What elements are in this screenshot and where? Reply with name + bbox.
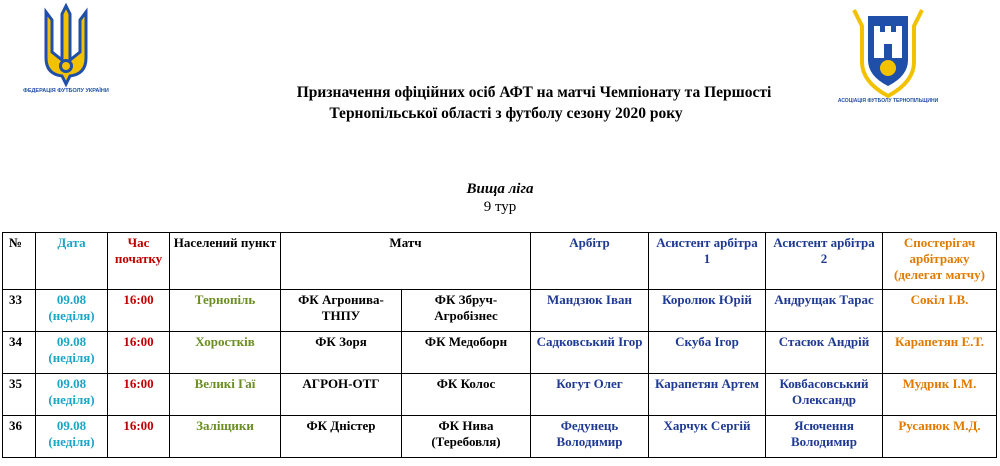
row-home-team: ФК Агронива-ТНПУ [281,290,402,332]
row-away-team: ФК Медоборн [402,332,531,374]
row-city: Великі Гаї [170,374,281,416]
header-assistant2: Асистент арбітра 2 [766,233,883,290]
row-time: 16:00 [108,416,170,458]
left-logo-text: ФЕДЕРАЦІЯ ФУТБОЛУ УКРАЇНИ [23,88,109,94]
row-observer: Сокіл І.В. [883,290,997,332]
row-referee: Когут Олег [531,374,649,416]
header-assistant1: Асистент арбітра 1 [649,233,766,290]
header-time: Час початку [108,233,170,290]
row-assistant2: Андрущак Тарас [766,290,883,332]
row-home-team: ФК Дністер [281,416,402,458]
row-time: 16:00 [108,332,170,374]
row-city: Заліщики [170,416,281,458]
table-row [3,290,997,332]
row-assistant1: Харчук Сергій [649,416,766,458]
row-date: 09.08 (неділя) [36,290,108,332]
row-num: 34 [3,332,36,374]
header-match: Матч [281,233,531,290]
row-referee: Мандзюк Іван [531,290,649,332]
row-referee: Федунець Володимир [531,416,649,458]
row-home-team: АГРОН-ОТГ [281,374,402,416]
row-away-team: ФК Нива (Теребовля) [402,416,531,458]
document-title [0,82,1000,124]
row-observer: Мудрик І.М. [883,374,997,416]
row-assistant1: Карапетян Артем [649,374,766,416]
header-referee: Арбітр [531,233,649,290]
row-time: 16:00 [108,290,170,332]
table-row [3,416,997,458]
table-header-row [3,233,997,290]
header-date: Дата [36,233,108,290]
row-num: 36 [3,416,36,458]
title-line-2: Тернопільської області з футболу сезону 2020 року [329,105,683,122]
row-assistant2: Ковбасовський Олександр [766,374,883,416]
row-assistant1: Скуба Ігор [649,332,766,374]
row-city: Хоростків [170,332,281,374]
row-assistant2: Стасюк Андрій [766,332,883,374]
row-num: 33 [3,290,36,332]
table-row [3,332,997,374]
row-time: 16:00 [108,374,170,416]
round-label: 9 тур [483,199,517,215]
right-logo-text: АСОЦІАЦІЯ ФУТБОЛУ ТЕРНОПІЛЬЩИНИ [837,98,939,104]
row-referee: Садковський Ігор [531,332,649,374]
row-assistant1: Королюк Юрій [649,290,766,332]
appointments-table [2,232,997,458]
header-observer: Спостерігач арбітражу (делегат матчу) [883,233,997,290]
row-date: 09.08 (неділя) [36,332,108,374]
row-date: 09.08 (неділя) [36,374,108,416]
row-observer: Карапетян Е.Т. [883,332,997,374]
title-line-1: Призначення офіційних осіб АФТ на матчі Чемпіонату та Першості [296,84,772,101]
league-heading [0,180,1000,216]
row-date: 09.08 (неділя) [36,416,108,458]
table-row [3,374,997,416]
row-away-team: ФК Збруч-Агробізнес [402,290,531,332]
row-assistant2: Ясючення Володимир [766,416,883,458]
header-city: Населений пункт [170,233,281,290]
row-city: Тернопіль [170,290,281,332]
header-num: № [3,233,36,290]
league-name: Вища ліга [466,181,534,197]
row-observer: Русанюк М.Д. [883,416,997,458]
row-num: 35 [3,374,36,416]
row-away-team: ФК Колос [402,374,531,416]
row-home-team: ФК Зоря [281,332,402,374]
